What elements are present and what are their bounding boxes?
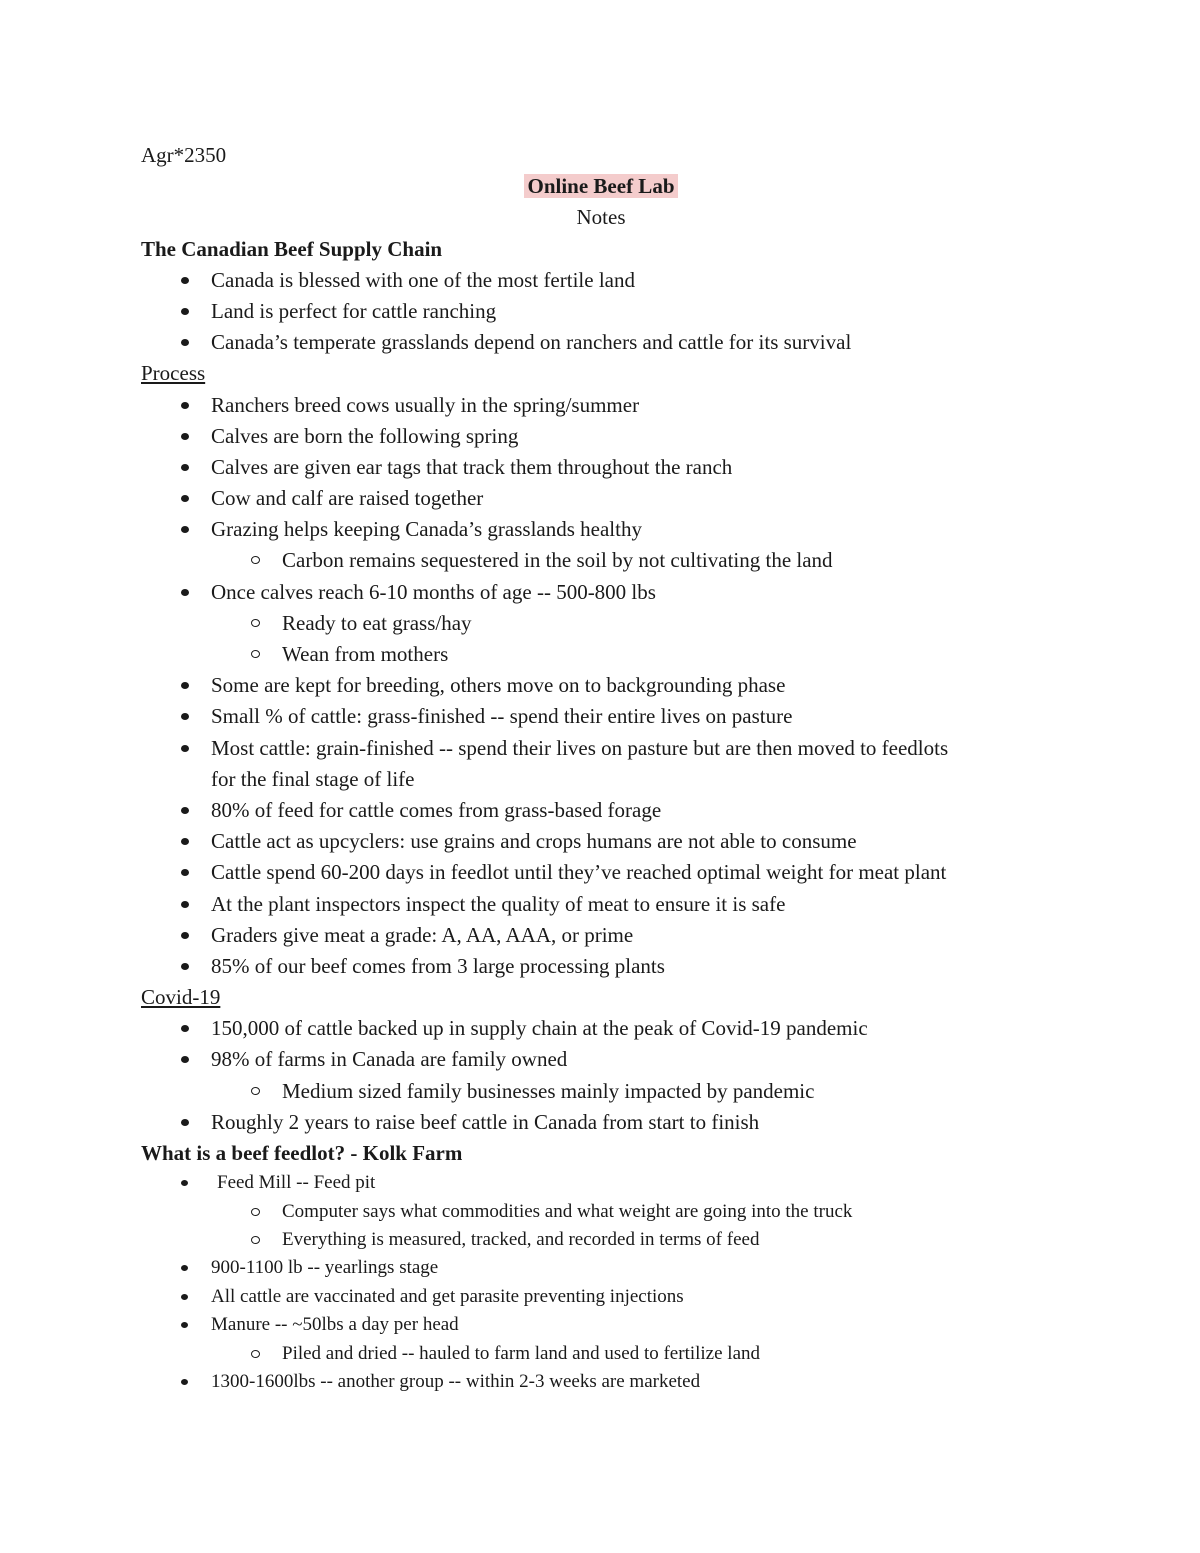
document-page bbox=[141, 140, 1061, 1396]
sub-list-item: Everything is measured, tracked, and recorded in terms of feed bbox=[141, 1226, 1061, 1254]
sub-list-item: Carbon remains sequestered in the soil by not cultivating the land bbox=[141, 545, 1061, 576]
list-item: Grazing helps keeping Canada’s grasslands healthy bbox=[141, 514, 1061, 545]
list-item: Graders give meat a grade: A, AA, AAA, or prime bbox=[141, 920, 1061, 951]
section-heading-supply-chain: The Canadian Beef Supply Chain bbox=[141, 236, 443, 261]
list-item: Canada’s temperate grasslands depend on ranchers and cattle for its survival bbox=[141, 327, 1061, 358]
list-item: Most cattle: grain-finished -- spend their lives on pasture but are then moved to feedlots bbox=[141, 733, 1061, 764]
list-item: 150,000 of cattle backed up in supply chain at the peak of Covid-19 pandemic bbox=[141, 1013, 1061, 1044]
sub-list-item: Ready to eat grass/hay bbox=[141, 608, 1061, 639]
list-item: Manure -- ~50lbs a day per head bbox=[141, 1311, 1061, 1339]
list-item: Calves are given ear tags that track them throughout the ranch bbox=[141, 452, 1061, 483]
list-item: Canada is blessed with one of the most fertile land bbox=[141, 265, 1061, 296]
list-item: 1300-1600lbs -- another group -- within 2-3 weeks are marketed bbox=[141, 1368, 1061, 1396]
list-item: Cow and calf are raised together bbox=[141, 483, 1061, 514]
list-item: All cattle are vaccinated and get parasite preventing injections bbox=[141, 1283, 1061, 1311]
document-title bbox=[141, 171, 1061, 202]
list-item: 98% of farms in Canada are family owned bbox=[141, 1044, 1061, 1075]
list-item: Cattle spend 60-200 days in feedlot until they’ve reached optimal weight for meat plant bbox=[141, 857, 1061, 888]
sub-list-item: Wean from mothers bbox=[141, 639, 1061, 670]
list-item: Feed Mill -- Feed pit bbox=[141, 1169, 1061, 1197]
sub-list-item: Medium sized family businesses mainly impacted by pandemic bbox=[141, 1076, 1061, 1107]
list-item: At the plant inspectors inspect the quality of meat to ensure it is safe bbox=[141, 889, 1061, 920]
list-item: Calves are born the following spring bbox=[141, 421, 1061, 452]
list-item: 85% of our beef comes from 3 large processing plants bbox=[141, 951, 1061, 982]
list-item: 900-1100 lb -- yearlings stage bbox=[141, 1254, 1061, 1282]
sub-list-item: Computer says what commodities and what weight are going into the truck bbox=[141, 1198, 1061, 1226]
list-item: Ranchers breed cows usually in the spring/summer bbox=[141, 390, 1061, 421]
list-item: Some are kept for breeding, others move on to backgrounding phase bbox=[141, 670, 1061, 701]
list-item-continuation: for the final stage of life bbox=[211, 766, 415, 791]
course-code: Agr*2350 bbox=[141, 143, 227, 167]
list-item: Small % of cattle: grass-finished -- spend their entire lives on pasture bbox=[141, 701, 1061, 732]
document-subtitle: Notes bbox=[576, 205, 626, 230]
list-item: Land is perfect for cattle ranching bbox=[141, 296, 1061, 327]
sub-list-item: Piled and dried -- hauled to farm land and used to fertilize land bbox=[141, 1340, 1061, 1368]
section-heading-feedlot: What is a beef feedlot? - Kolk Farm bbox=[141, 1141, 463, 1165]
list-item: 80% of feed for cattle comes from grass-based forage bbox=[141, 795, 1061, 826]
section-heading-process: Process bbox=[141, 361, 206, 386]
list-item: Cattle act as upcyclers: use grains and crops humans are not able to consume bbox=[141, 826, 1061, 857]
title-highlight: Online Beef Lab bbox=[524, 174, 677, 198]
list-item: Once calves reach 6-10 months of age -- 500-800 lbs bbox=[141, 577, 1061, 608]
list-item: Roughly 2 years to raise beef cattle in Canada from start to finish bbox=[141, 1107, 1061, 1138]
section-heading-covid: Covid-19 bbox=[141, 985, 221, 1010]
